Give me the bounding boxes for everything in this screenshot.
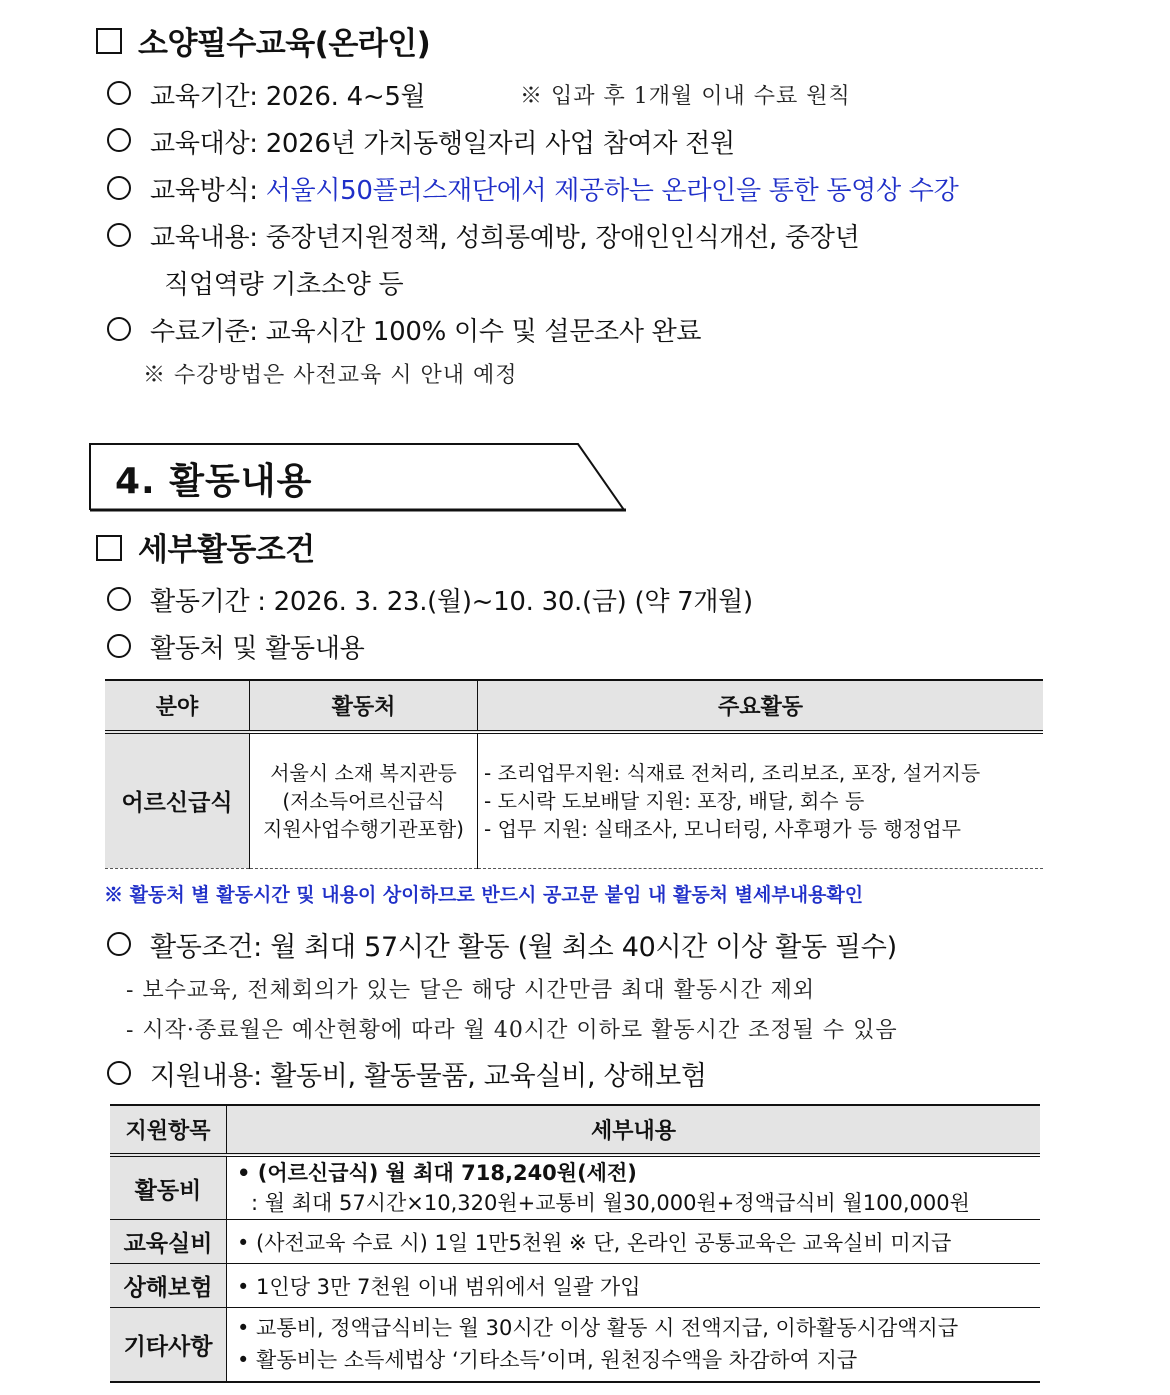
support-item: 교육실비 xyxy=(110,1220,227,1264)
circle-bullet-icon xyxy=(107,634,131,658)
support-content: 지원내용: 활동비, 활동물품, 교육실비, 상해보험 xyxy=(150,1061,707,1092)
activity-line: - 업무 지원: 실태조사, 모니터링, 사후평가 등 행정업무 xyxy=(484,816,961,841)
subsection-title-conditions: 세부활동조건 xyxy=(138,532,315,568)
training-content-line2: 직업역량 기초소양 등 xyxy=(164,270,404,300)
activity-line: - 도시락 도보배달 지원: 포장, 배달, 회수 등 xyxy=(484,788,865,813)
table-row xyxy=(110,1308,1040,1382)
training-target: 교육대상: 2026년 가치동행일자리 사업 참여자 전원 xyxy=(150,129,735,159)
activity-line: - 조리업무지원: 식재료 전처리, 조리보조, 포장, 설거지등 xyxy=(484,760,981,785)
training-method-label: 교육방식: xyxy=(150,176,266,206)
circle-bullet-icon xyxy=(107,587,131,611)
support-table xyxy=(110,1104,1040,1383)
activity-conditions: 활동조건: 월 최대 57시간 활동 (월 최소 40시간 이상 활동 필수) xyxy=(150,932,897,963)
table-cell-place xyxy=(250,732,478,868)
circle-bullet-icon xyxy=(107,317,131,341)
support-detail-line: • (사전교육 수료 시) 1일 1만5천원 ※ 단, 온라인 공통교육은 교육실비 미지급 xyxy=(237,1230,952,1255)
training-criteria: 수료기준: 교육시간 100% 이수 및 설문조사 완료 xyxy=(150,317,702,347)
activity-period: 활동기간 : 2026. 3. 23.(월)~10. 30.(금) (약 7개월) xyxy=(150,587,753,617)
support-item: 기타사항 xyxy=(110,1308,227,1382)
support-detail-line: : 월 최대 57시간×10,320원+교통비 월30,000원+정액급식비 월100,000원 xyxy=(251,1191,970,1215)
support-detail xyxy=(227,1155,1041,1220)
support-detail-line: • 1인당 3만 7천원 이내 범위에서 일괄 가입 xyxy=(237,1274,641,1299)
place-line: 지원사업수행기관포함) xyxy=(262,816,464,841)
activity-places-label: 활동처 및 활동내용 xyxy=(150,634,365,664)
support-detail-line: • 활동비는 소득세법상 ‘기타소득’이며, 원천징수액을 차감하여 지급 xyxy=(237,1348,858,1373)
table-header: 활동처 xyxy=(250,680,478,732)
checkbox-square-icon xyxy=(96,535,122,561)
support-item: 활동비 xyxy=(110,1155,227,1220)
table-note: ※ 활동처 별 활동시간 및 내용이 상이하므로 반드시 공고문 붙임 내 활동처 별세부내용확인 xyxy=(104,884,864,906)
table-cell-field: 어르신급식 xyxy=(105,732,250,868)
circle-bullet-icon xyxy=(107,176,131,200)
support-detail xyxy=(227,1264,1041,1308)
circle-bullet-icon xyxy=(107,128,131,152)
table-header: 분야 xyxy=(105,680,250,732)
table-row xyxy=(110,1220,1040,1264)
table-row xyxy=(110,1155,1040,1220)
place-line: (저소득어르신급식 xyxy=(282,788,445,813)
circle-bullet-icon xyxy=(107,223,131,247)
support-detail xyxy=(227,1220,1041,1264)
circle-bullet-icon xyxy=(107,81,131,105)
section-title-training: 소양필수교육(온라인) xyxy=(138,26,431,62)
conditions-sub2: - 시작·종료월은 예산현황에 따라 월 40시간 이하로 활동시간 조정될 수 있음 xyxy=(126,1018,898,1043)
circle-bullet-icon xyxy=(107,1061,131,1085)
table-header-row xyxy=(105,680,1043,732)
training-period-note: ※ 입과 후 1개월 이내 수료 원칙 xyxy=(520,84,851,109)
checkbox-square-icon xyxy=(96,28,122,54)
activity-places-table xyxy=(105,679,1043,869)
training-method-value: 서울시50플러스재단에서 제공하는 온라인을 통한 동영상 수강 xyxy=(265,176,959,206)
training-method xyxy=(150,170,958,207)
table-header: 세부내용 xyxy=(590,1119,676,1144)
support-item: 상해보험 xyxy=(110,1264,227,1308)
table-header-row xyxy=(110,1105,1040,1155)
support-detail-line: • (어르신급식) 월 최대 718,240원(세전) xyxy=(237,1161,637,1185)
circle-bullet-icon xyxy=(107,932,131,956)
place-line: 서울시 소재 복지관등 xyxy=(270,760,457,785)
support-detail-line: • 교통비, 정액급식비는 월 30시간 이상 활동 시 전액지급, 이하활동시감액지급 xyxy=(237,1316,959,1341)
training-period: 교육기간: 2026. 4~5월 xyxy=(150,82,426,112)
support-detail xyxy=(227,1308,1041,1382)
table-row xyxy=(110,1264,1040,1308)
table-row xyxy=(105,732,1043,868)
section-title-activities: 4. 활동내용 xyxy=(115,461,313,502)
table-header: 주요활동 xyxy=(717,695,803,720)
conditions-sub1: - 보수교육, 전체회의가 있는 달은 해당 시간만큼 최대 활동시간 제외 xyxy=(126,978,816,1003)
table-header: 지원항목 xyxy=(110,1105,227,1155)
table-cell-activities xyxy=(478,732,1044,868)
training-content-line1: 교육내용: 중장년지원정책, 성희롱예방, 장애인인식개선, 중장년 xyxy=(150,223,860,253)
training-criteria-note: ※ 수강방법은 사전교육 시 안내 예정 xyxy=(143,363,518,388)
